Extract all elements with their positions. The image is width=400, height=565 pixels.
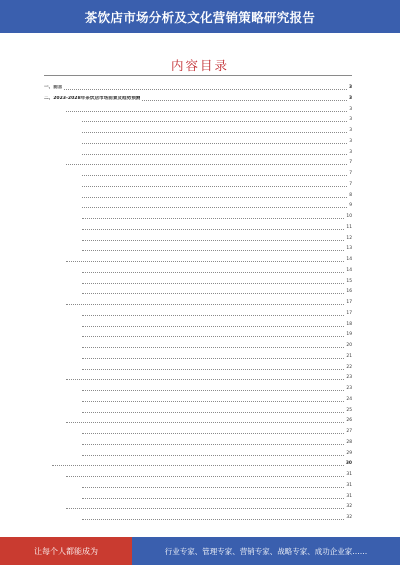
toc-page-number: 21 (346, 353, 352, 359)
toc-dot-leader (66, 304, 344, 305)
toc-entry-level-3[interactable] (74, 342, 352, 349)
toc-dot-leader (82, 519, 344, 520)
toc-entry-level-3[interactable] (74, 331, 352, 338)
toc-entry-level-3[interactable] (74, 202, 352, 209)
toc-dot-leader (66, 422, 344, 423)
toc-page-number: 17 (346, 310, 352, 316)
toc-entry-level-3[interactable] (74, 439, 352, 446)
header-banner (0, 0, 400, 33)
toc-dot-leader (82, 369, 344, 370)
toc-dot-leader (82, 229, 344, 230)
toc-dot-leader (82, 240, 344, 241)
toc-dot-leader (82, 218, 344, 219)
toc-page-number: 27 (346, 429, 352, 434)
toc-entry-level-2[interactable] (58, 374, 352, 381)
toc-dot-leader (64, 89, 347, 90)
toc-dot-leader (82, 175, 347, 176)
toc-entry-level-1[interactable] (44, 84, 352, 91)
toc-dot-leader (82, 283, 344, 284)
toc-page-number: 31 (346, 472, 352, 477)
toc-entry-level-2[interactable] (58, 503, 352, 510)
toc-dot-leader (66, 476, 344, 477)
toc-page-number: 3 (349, 149, 352, 155)
toc-dot-leader (82, 347, 344, 348)
toc-page-number: 3 (349, 128, 352, 133)
toc-page-number: 23 (346, 386, 352, 391)
toc-entry-level-3[interactable] (74, 450, 352, 457)
toc-dot-leader (82, 358, 344, 359)
toc-page-number: 15 (346, 278, 352, 284)
toc-entry-level-3[interactable] (74, 192, 352, 199)
toc-page-number: 28 (346, 439, 352, 445)
toc-dot-leader (66, 111, 347, 112)
toc-dot-leader (82, 401, 344, 402)
toc-page-number: 14 (346, 267, 352, 273)
footer-slogan-left: 让每个人都能成为 (0, 537, 132, 565)
toc-divider (44, 75, 352, 76)
toc-page-number: 7 (349, 160, 352, 166)
toc-entry-level-2[interactable] (58, 159, 352, 166)
toc-dot-leader (82, 390, 344, 391)
toc-page-number: 23 (346, 375, 352, 381)
toc-dot-leader (82, 132, 347, 133)
toc-entry-level-3[interactable] (74, 493, 352, 500)
toc-page-number: 24 (346, 396, 352, 402)
toc-page-number: 32 (346, 515, 352, 520)
toc-dot-leader (82, 154, 347, 155)
toc-page-number: 32 (346, 504, 352, 510)
toc-entry-level-2[interactable] (58, 106, 352, 113)
toc-entry-level-3[interactable] (74, 224, 352, 231)
toc-entry-level-3[interactable] (74, 428, 352, 435)
toc-page-number: 26 (346, 418, 352, 424)
toc-page-number: 17 (346, 300, 352, 305)
toc-page-number: 8 (349, 192, 352, 198)
toc-page-number: 9 (349, 203, 352, 209)
toc-entry-level-3[interactable] (74, 288, 352, 295)
toc-dot-leader (82, 326, 344, 327)
toc-entry-level-3[interactable] (74, 181, 352, 188)
toc-entry-level-2[interactable] (58, 417, 352, 424)
toc-dot-leader (142, 100, 347, 101)
toc-page-number: 19 (346, 332, 352, 338)
toc-dot-leader (82, 143, 347, 144)
toc-dot-leader (82, 272, 344, 273)
toc-page-number: 7 (349, 181, 352, 187)
toc-page-number: 31 (346, 482, 352, 488)
toc-page-number: 13 (346, 246, 352, 252)
toc-entry-level-1[interactable] (44, 460, 352, 467)
toc-entry-level-3[interactable] (74, 116, 352, 123)
toc-page-number: 3 (348, 85, 352, 90)
toc-dot-leader (82, 498, 344, 499)
report-title: 茶饮店市场分析及文化营销策略研究报告 (84, 9, 316, 25)
footer-banner (0, 537, 400, 565)
toc-entry-level-3[interactable] (74, 149, 352, 156)
toc-entry-text: 二、2023-2028年茶饮店市场前景及趋势预测 (44, 95, 141, 101)
toc-page-number: 11 (346, 224, 352, 230)
toc-entry-level-3[interactable] (74, 321, 352, 328)
toc-entry-level-2[interactable] (58, 299, 352, 306)
toc-dot-leader (82, 336, 344, 337)
toc-entry-level-3[interactable] (74, 353, 352, 360)
toc-page-number: 29 (346, 450, 352, 456)
toc-entry-level-3[interactable] (74, 213, 352, 220)
toc-page-number: 7 (349, 171, 352, 176)
toc-dot-leader (66, 164, 347, 165)
toc-entry-level-3[interactable] (74, 310, 352, 317)
toc-dot-leader (82, 186, 347, 187)
toc-dot-leader (66, 379, 344, 380)
toc-dot-leader (82, 487, 344, 488)
toc-dot-leader (82, 121, 347, 122)
toc-dot-leader (82, 197, 347, 198)
toc-page-number: 22 (346, 364, 352, 370)
toc-entry-level-2[interactable] (58, 256, 352, 263)
toc-dot-leader (82, 315, 344, 316)
toc-page-number: 3 (348, 95, 352, 101)
toc-dot-leader (82, 207, 347, 208)
toc-dot-leader (82, 293, 344, 294)
toc-entry-level-3[interactable] (74, 127, 352, 134)
toc-page-number: 31 (346, 493, 352, 499)
toc-page-number: 3 (349, 106, 352, 112)
toc-page-number: 30 (345, 461, 352, 467)
toc-page-number: 3 (349, 138, 352, 144)
toc-entry-level-3[interactable] (74, 170, 352, 177)
toc-dot-leader (66, 261, 344, 262)
toc-dot-leader (82, 455, 344, 456)
toc-entry-level-3[interactable] (74, 278, 352, 285)
toc-dot-leader (66, 508, 344, 509)
toc-entry-level-2[interactable] (58, 471, 352, 478)
toc-entry-level-3[interactable] (74, 407, 352, 414)
toc-page-number: 25 (346, 407, 352, 413)
toc-dot-leader (82, 444, 344, 445)
toc-entry-level-3[interactable] (74, 267, 352, 274)
toc-dot-leader (82, 250, 344, 251)
toc-entry-level-3[interactable] (74, 396, 352, 403)
toc-page-number: 20 (346, 343, 352, 348)
toc-dot-leader (52, 465, 344, 466)
toc-heading: 内容目录 (170, 58, 229, 73)
toc-page-number: 12 (346, 235, 352, 241)
toc-dot-leader (82, 412, 344, 413)
toc-page-number: 14 (346, 257, 352, 262)
toc-page-number: 16 (346, 289, 352, 295)
toc-entry-text: 一、前言 (44, 85, 63, 90)
toc-entry-level-3[interactable] (74, 514, 352, 521)
toc-entry-level-3[interactable] (74, 138, 352, 145)
toc-entry-level-3[interactable] (74, 235, 352, 242)
toc-page-number: 10 (346, 214, 352, 219)
toc-entry-level-3[interactable] (74, 364, 352, 371)
toc-entry-level-1[interactable] (44, 95, 352, 102)
toc-entry-level-3[interactable] (74, 245, 352, 252)
toc-page-number: 18 (346, 321, 352, 327)
toc-entry-level-3[interactable] (74, 482, 352, 489)
footer-slogan-right: 行业专家、管理专家、营销专家、战略专家、成功企业家…… (132, 537, 400, 565)
toc-dot-leader (82, 433, 344, 434)
toc-page-number: 3 (349, 117, 352, 123)
toc-entry-level-3[interactable] (74, 385, 352, 392)
